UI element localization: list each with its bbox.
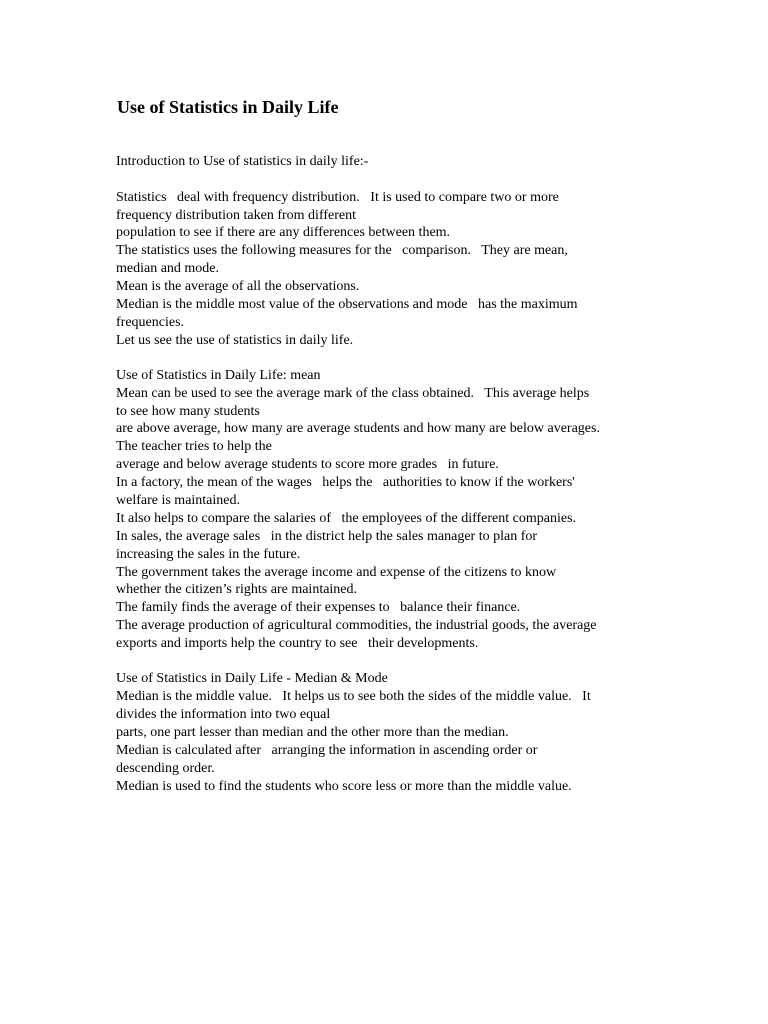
text-line: Statistics deal with frequency distribution. It is used to compare two or more [116,190,559,205]
text-line: increasing the sales in the future. [116,547,301,562]
text-line: Median is used to find the students who score less or more than the middle value. [116,779,572,794]
text-line: The government takes the average income and expense of the citizens to know [116,565,557,580]
text-line: population to see if there are any differences between them. [116,225,451,240]
text-line: are above average, how many are average students and how many are below averages. [116,421,600,436]
text-line: Median is the middle value. It helps us to see both the sides of the middle value. It [116,689,591,704]
text-line: In sales, the average sales in the district help the sales manager to plan for [116,529,538,544]
document-title: Use of Statistics in Daily Life [117,97,339,117]
section-heading-introduction: Introduction to Use of statistics in daily life:- [116,154,369,169]
text-line: frequency distribution taken from different [116,208,356,223]
text-line: welfare is maintained. [116,493,241,508]
section-heading-mean: Use of Statistics in Daily Life: mean [116,368,321,383]
text-line: Let us see the use of statistics in daily life. [116,333,354,348]
text-line: The statistics uses the following measures for the comparison. They are mean, [116,243,568,258]
text-line: exports and imports help the country to see their developments. [116,636,479,651]
text-line: The family finds the average of their expenses to balance their finance. [116,600,521,615]
text-line: Mean is the average of all the observations. [116,279,360,294]
text-line: median and mode. [116,261,220,276]
text-line: In a factory, the mean of the wages helps the authorities to know if the workers' [116,475,575,490]
text-line: Median is calculated after arranging the information in ascending order or [116,743,538,758]
text-line: It also helps to compare the salaries of the employees of the different companies. [116,511,577,526]
text-line: divides the information into two equal [116,707,331,722]
text-line: Median is the middle most value of the observations and mode has the maximum [116,297,578,312]
text-line: descending order. [116,761,215,776]
text-line: Mean can be used to see the average mark of the class obtained. This average helps [116,386,590,401]
section-heading-median-mode: Use of Statistics in Daily Life - Median & Mode [116,671,388,686]
text-line: whether the citizen’s rights are maintained. [116,582,358,597]
text-line: The teacher tries to help the [116,439,272,454]
text-line: frequencies. [116,315,185,330]
text-line: average and below average students to score more grades in future. [116,457,499,472]
text-line: to see how many students [116,404,260,419]
text-line: parts, one part lesser than median and the other more than the median. [116,725,509,740]
text-line: The average production of agricultural commodities, the industrial goods, the average [116,618,597,633]
